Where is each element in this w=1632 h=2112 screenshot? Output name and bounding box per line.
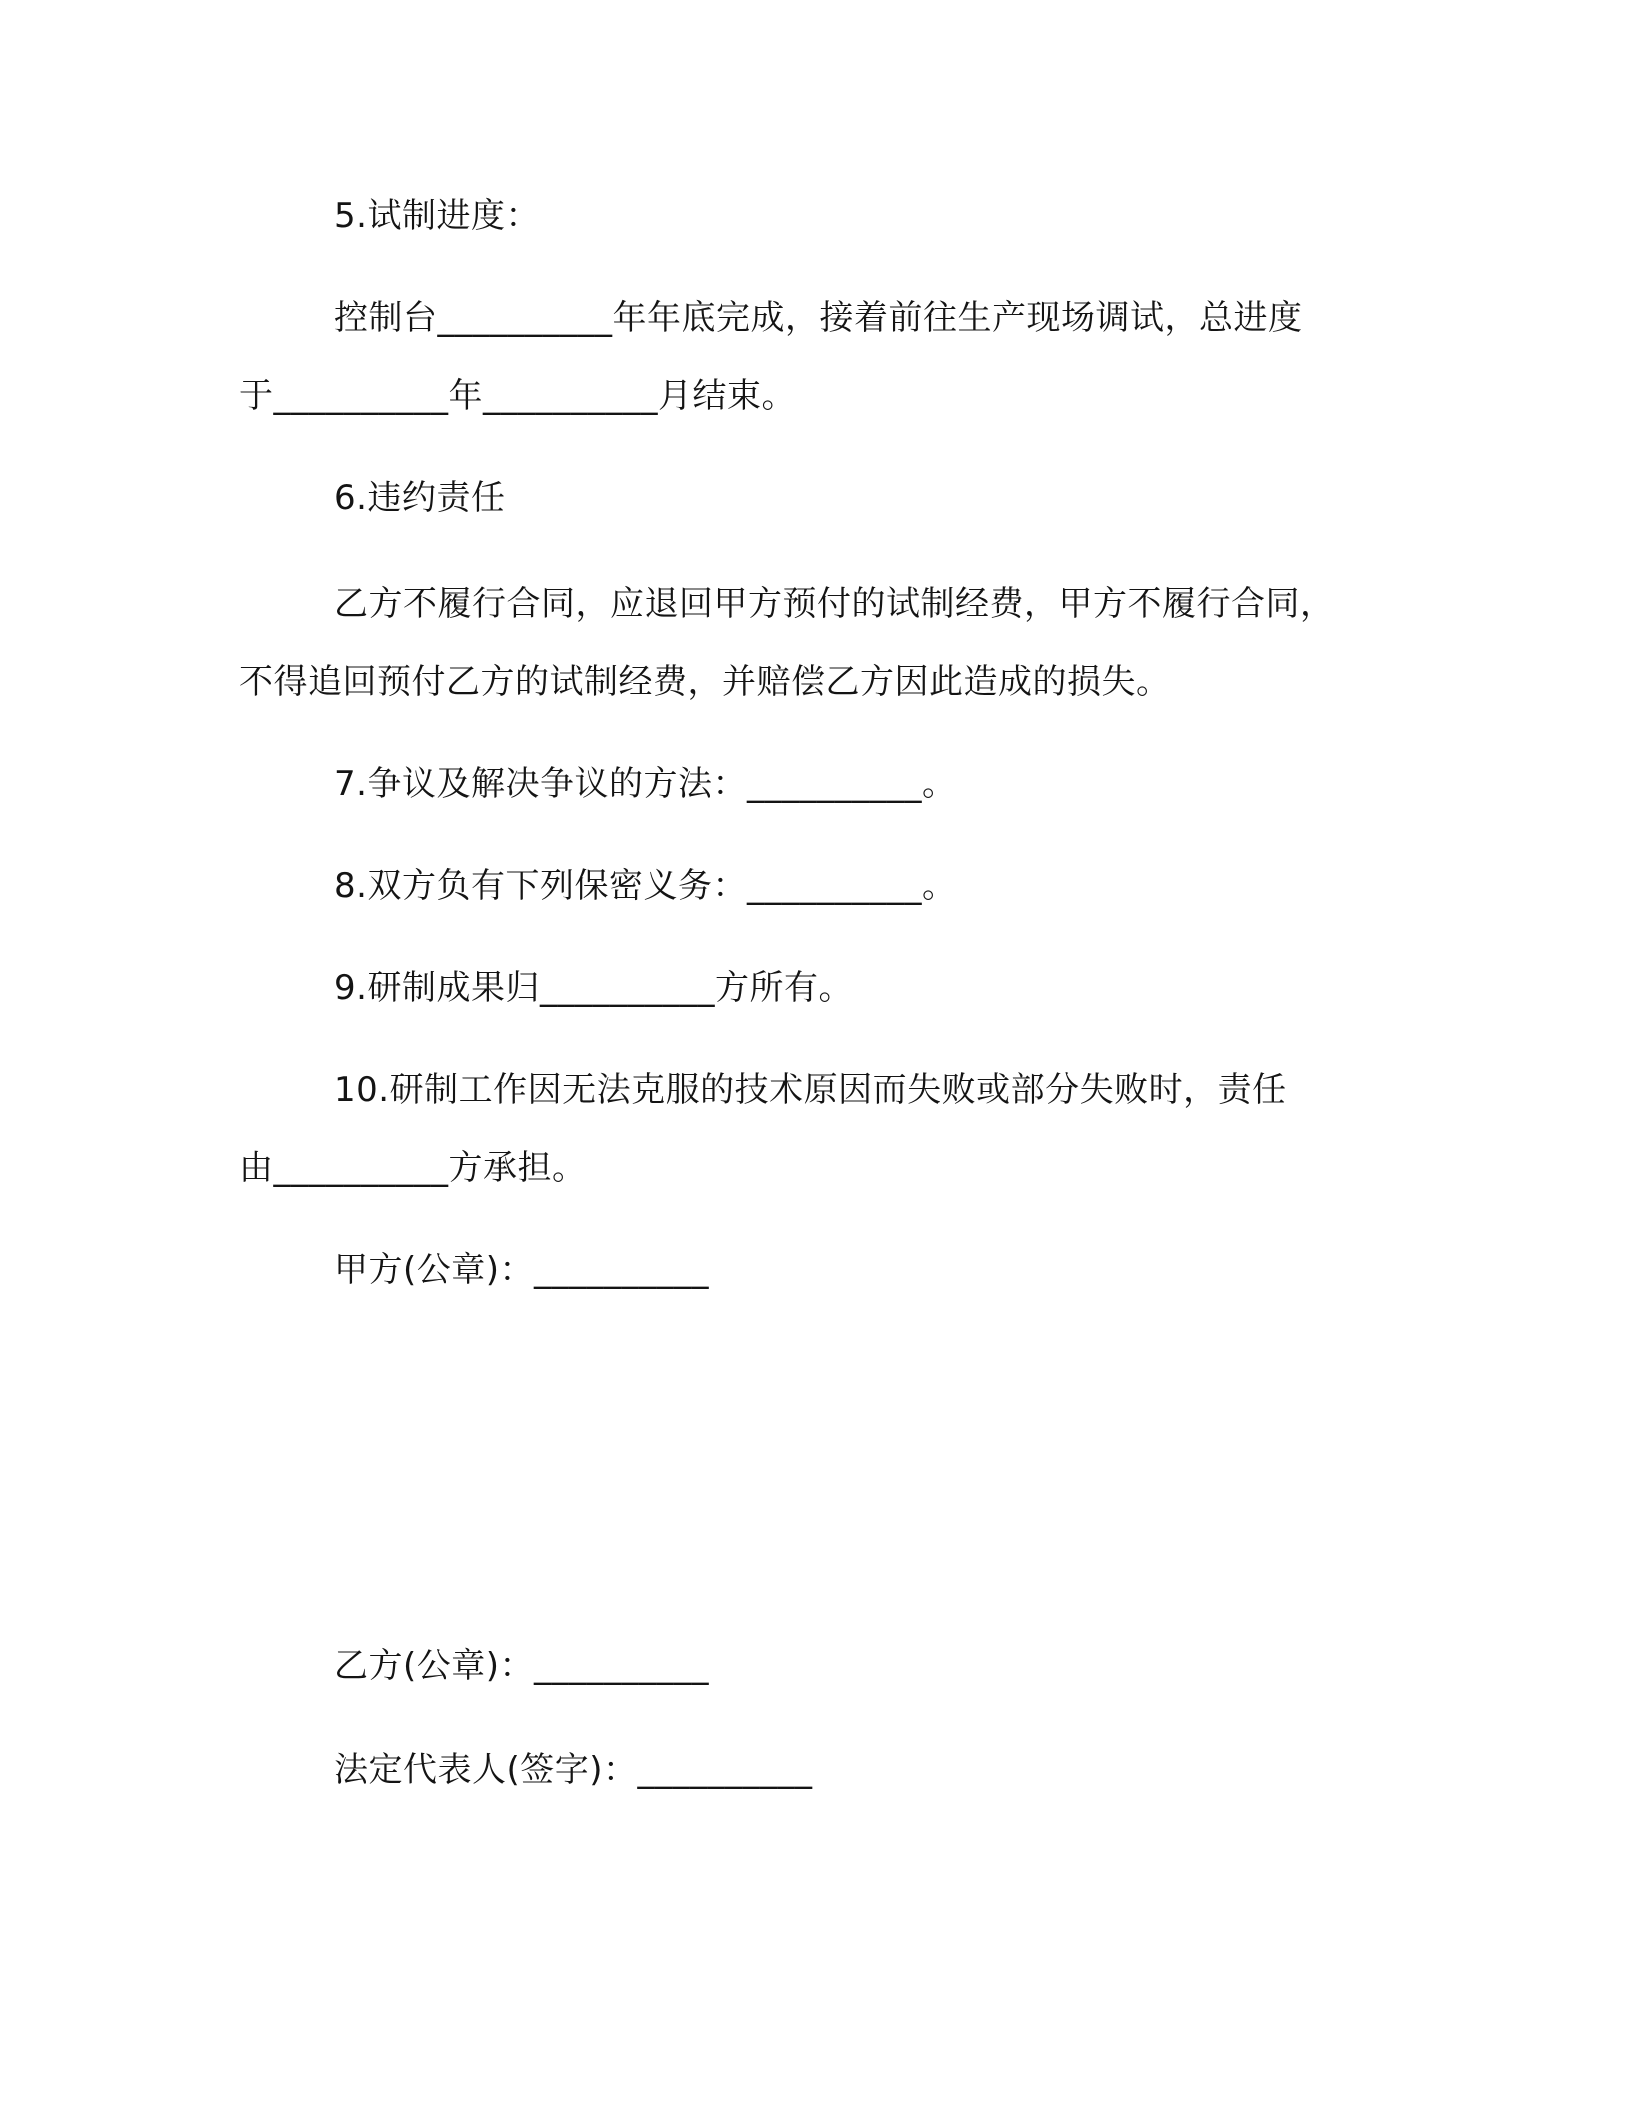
clause-7: 7.争议及解决争议的方法：__________。: [334, 764, 957, 804]
party-a-seal-line: 甲方(公章)：__________: [334, 1250, 710, 1290]
clause-6-body-line-2: 不得追回预付乙方的试制经费，并赔偿乙方因此造成的损失。: [239, 662, 1171, 702]
clause-6-heading: 6.违约责任: [334, 478, 506, 518]
clause-5-body-line-1: 控制台__________年年底完成，接着前往生产现场调试，总进度: [334, 298, 1303, 338]
clause-5-body-line-2: 于__________年__________月结束。: [239, 376, 796, 416]
clause-9: 9.研制成果归__________方所有。: [334, 968, 853, 1008]
clause-5-heading: 5.试制进度：: [334, 196, 540, 236]
clause-10-line-2: 由__________方承担。: [239, 1148, 587, 1188]
clause-6-body-line-1: 乙方不履行合同，应退回甲方预付的试制经费，甲方不履行合同，: [334, 584, 1335, 624]
clause-10-line-1: 10.研制工作因无法克服的技术原因而失败或部分失败时，责任: [334, 1070, 1287, 1110]
legal-representative-signature-line: 法定代表人(签字)：__________: [334, 1750, 813, 1790]
party-b-seal-line: 乙方(公章)：__________: [334, 1646, 710, 1686]
clause-8: 8.双方负有下列保密义务：__________。: [334, 866, 957, 906]
